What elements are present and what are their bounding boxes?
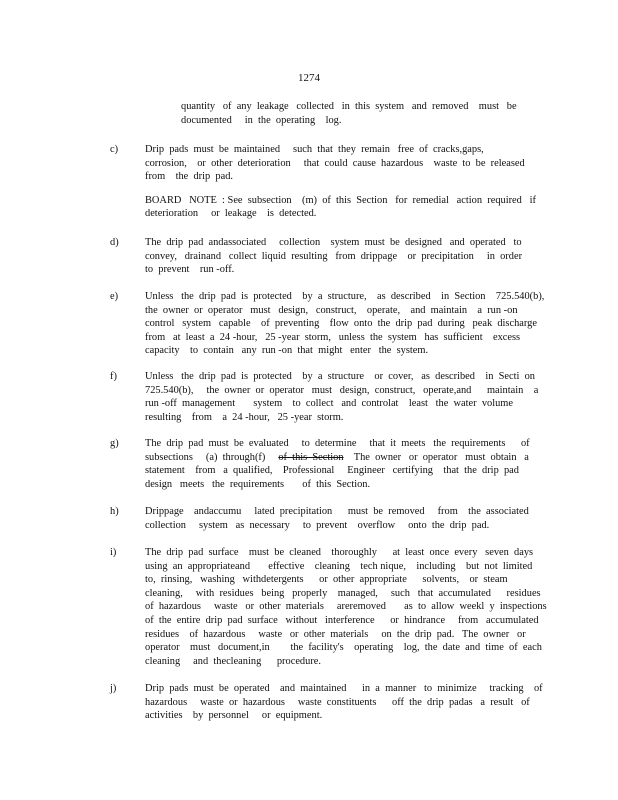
text-line: activities by personnel or equipment.: [145, 710, 323, 722]
continuation-paragraph: [181, 100, 531, 127]
struck-text: of this Section: [278, 451, 344, 463]
paragraph-text: [145, 143, 540, 221]
text-line: cleaning and thecleaning procedure.: [145, 655, 321, 667]
text-line: resulting from a 24 -hour, 25 -year storm.: [145, 411, 344, 423]
paragraph-label: f): [110, 371, 117, 382]
text-line: collection system as necessary to prevent overflow onto the drip pad.: [145, 519, 490, 531]
text-line: to, rinsing, washing withdetergents or other appropriate solvents, or steam: [145, 574, 508, 586]
paragraph-label: c): [110, 144, 119, 155]
paragraph-text: [145, 546, 547, 668]
text-line: from the drip pad.: [145, 171, 234, 183]
text-line: The drip pad surface must be cleaned thoroughly at least once every seven days: [145, 547, 534, 558]
text-line: run -off management system to collect and controlat least the water volume: [145, 398, 513, 410]
text-line: the owner or operator must design, construct, operate, and maintain a run -on: [145, 304, 518, 316]
text-line: The drip pad andassociated collection system must be designed and operated to: [145, 237, 522, 248]
text-line: design meets the requirements of this Section.: [145, 478, 371, 490]
board-note-line: BOARD NOTE : See subsection (m) of this Section for remedial action required if: [145, 194, 537, 206]
text-line: from at least a 24 -hour, 25 -year storm, unless the system has sufficient excess: [145, 331, 521, 343]
text-line: hazardous waste or hazardous waste constituents off the drip padas a result of: [145, 696, 530, 708]
text-segment: subsections (a) through(f): [145, 451, 279, 463]
text-line: control system capable of preventing flow onto the drip pad during peak discharge: [145, 318, 537, 330]
text-line: cleaning, with residues being properly managed, such that accumulated residues: [145, 587, 541, 599]
paragraph-label: h): [110, 506, 119, 517]
text-line: statement from a qualified, Professional Engineer certifying that the drip pad: [145, 465, 519, 477]
text-line: Drippage andaccumu lated precipitation must be removed from the associated: [145, 506, 529, 517]
text-line: Unless the drip pad is protected by a structure, as described in Section 725.540(b),: [145, 291, 545, 302]
text-line: operator must document,in the facility's operating log, the date and time of each: [145, 642, 542, 654]
page-number: 1274: [298, 72, 320, 84]
paragraph-label: j): [110, 683, 117, 694]
text-line: using an appropriateand effective cleaning tech nique, including but not limited: [145, 560, 533, 572]
text-line: Drip pads must be operated and maintained in a manner to minimize tracking of: [145, 683, 543, 694]
text-line: capacity to contain any run -on that might enter the system.: [145, 345, 429, 357]
paragraph-text: [145, 682, 543, 723]
paragraph-text: [145, 370, 540, 424]
text-line: Drip pads must be maintained such that they remain free of cracks,gaps,: [145, 144, 484, 155]
text-line: of the entire drip pad surface without interference or hindrance from accumulated: [145, 614, 539, 626]
paragraph-text: [145, 505, 540, 532]
board-note-line: deterioration or leakage is detected.: [145, 208, 317, 220]
text-line: to prevent run -off.: [145, 264, 235, 276]
text-line: [145, 451, 540, 465]
text-line: 725.540(b), the owner or operator must design, construct, operate,and maintain a: [145, 384, 539, 396]
board-note: [145, 194, 540, 221]
text-line: of hazardous waste or other materials areremoved as to allow weekl y inspections: [145, 601, 547, 613]
paragraph-text: [145, 437, 540, 491]
paragraph-label: e): [110, 291, 119, 302]
paragraph-text: [145, 290, 545, 358]
text-line: residues of hazardous waste or other materials on the drip pad. The owner or: [145, 628, 526, 640]
text-segment: The owner or operator must obtain a: [343, 451, 529, 463]
text-line: convey, drainand collect liquid resulting from drippage or precipitation in order: [145, 250, 523, 262]
continuation-line: quantity of any leakage collected in this system and removed must be: [181, 101, 517, 112]
text-line: corrosion, or other deterioration that could cause hazardous waste to be released: [145, 157, 525, 169]
text-line: The drip pad must be evaluated to determine that it meets the requirements of: [145, 438, 530, 449]
text-line: Unless the drip pad is protected by a structure or cover, as described in Secti on: [145, 371, 535, 382]
continuation-line: documented in the operating log.: [181, 114, 342, 126]
paragraph-label: i): [110, 547, 117, 558]
paragraph-label: d): [110, 237, 119, 248]
paragraph-text: [145, 236, 540, 277]
paragraph-label: g): [110, 438, 119, 449]
